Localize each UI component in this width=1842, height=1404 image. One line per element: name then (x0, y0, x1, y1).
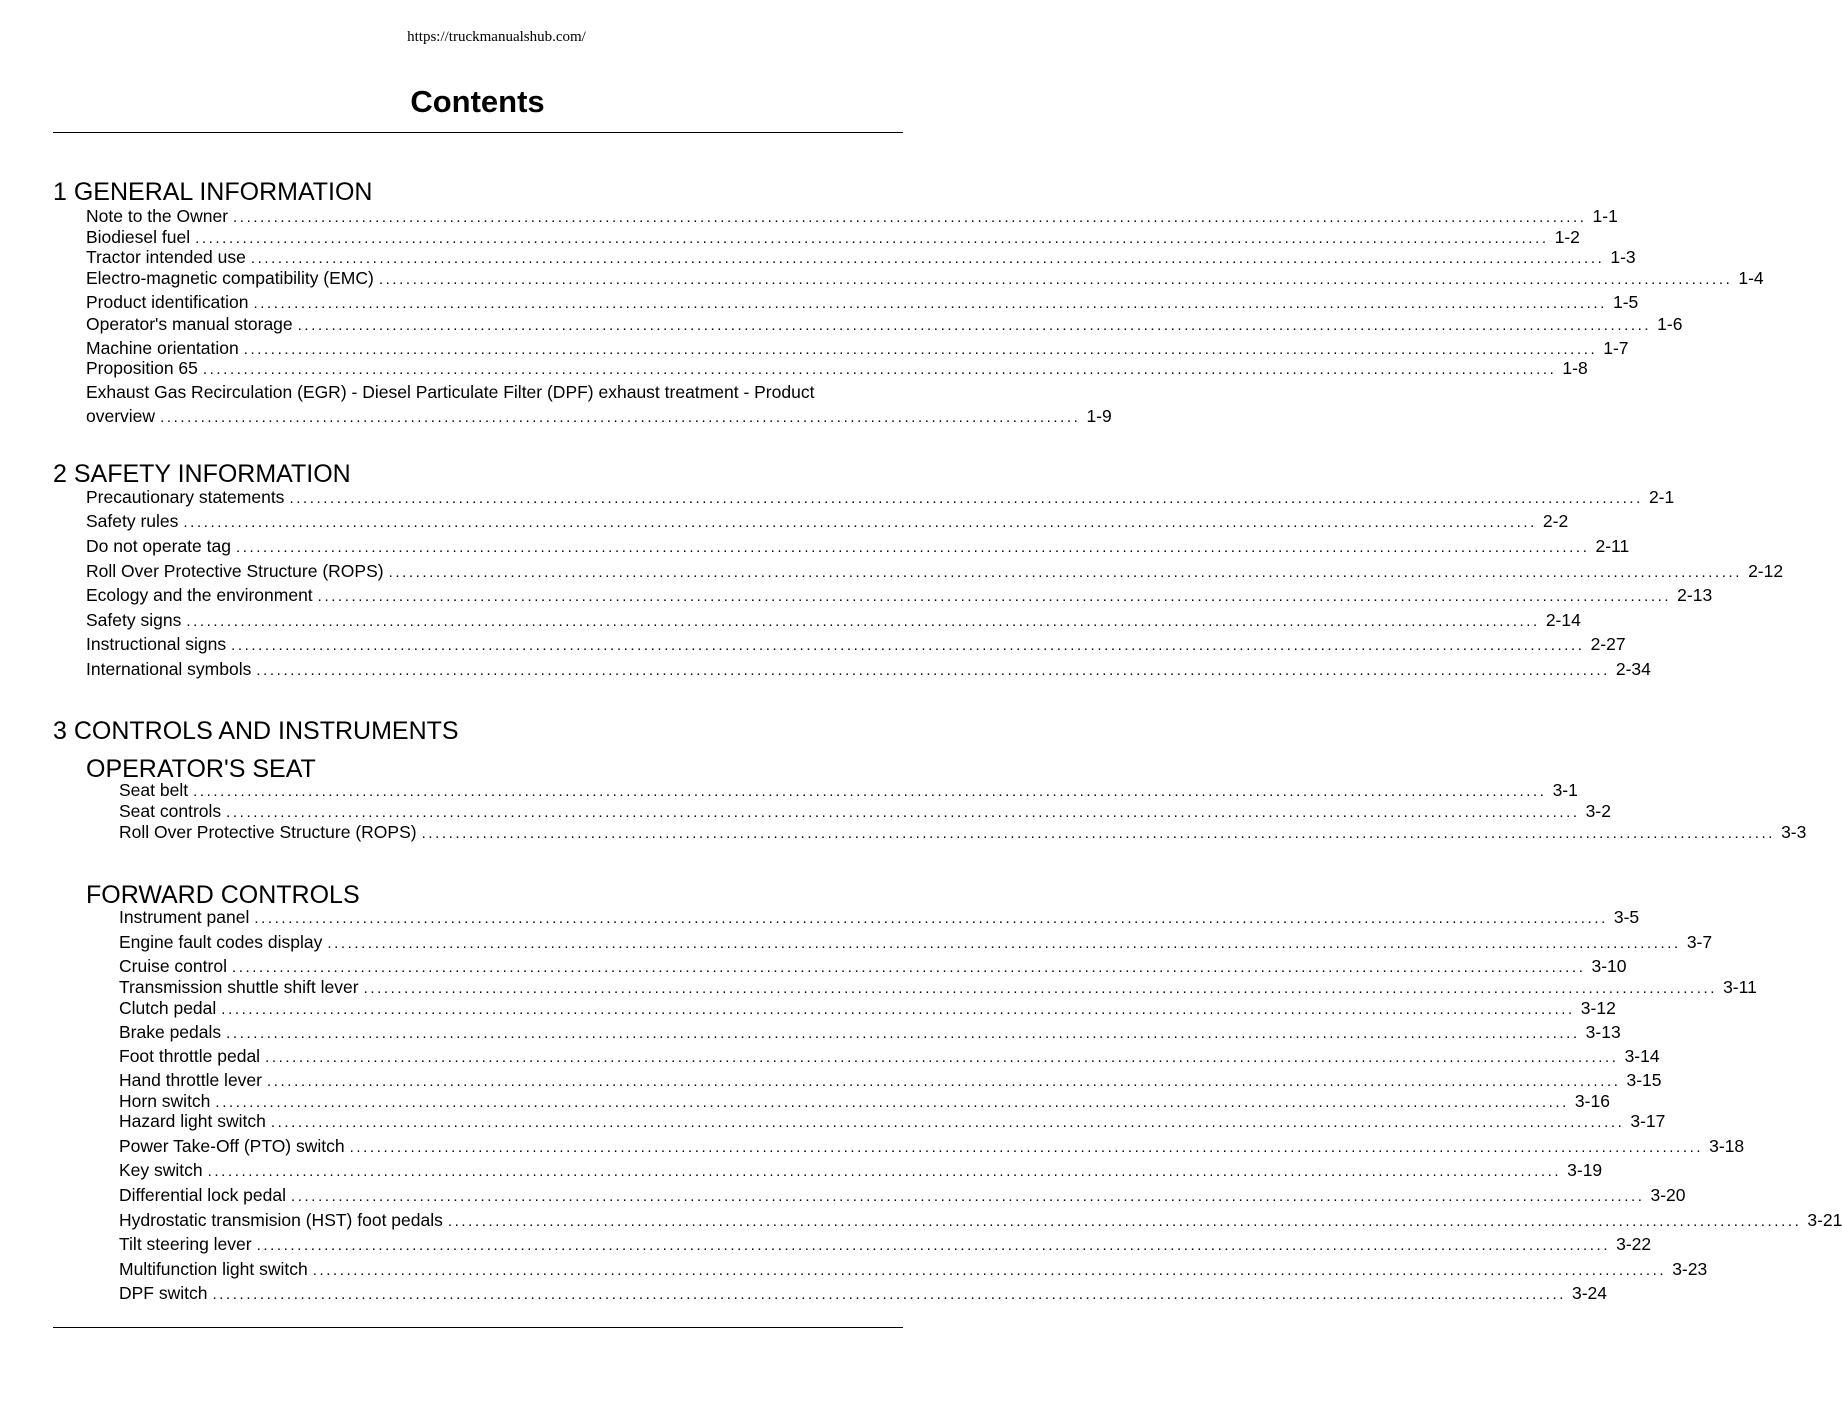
toc-entry-page: 3-3 (1781, 822, 1807, 842)
toc-entry[interactable] (86, 659, 1651, 681)
toc-entry-page: 2-12 (1748, 561, 1784, 581)
toc-entry-label: Operator's manual storage (86, 314, 293, 334)
toc-entry-label: overview (86, 406, 156, 426)
toc-entry[interactable] (119, 1185, 1686, 1207)
toc-leader-dots: ........................................................................................................................................................................................................ (207, 1163, 1562, 1180)
toc-entry[interactable] (86, 314, 1683, 336)
toc-entry-page: 2-11 (1595, 536, 1630, 556)
toc-entry[interactable] (119, 1111, 1666, 1133)
toc-entry-label: Seat controls (119, 801, 222, 821)
toc-entry-page: 2-27 (1590, 634, 1626, 654)
toc-entry-page: 3-24 (1571, 1283, 1608, 1303)
toc-entry-page: 2-34 (1615, 659, 1651, 679)
toc-leader-dots: ........................................................................................................................................................................................................ (256, 662, 1610, 679)
toc-leader-dots: ........................................................................................................................................................................................................ (193, 783, 1547, 800)
toc-entry[interactable] (119, 1070, 1662, 1092)
toc-leader-dots: ........................................................................................................................................................................................................ (289, 490, 1643, 507)
toc-entry-label: Seat belt (119, 780, 189, 800)
toc-entry-page: 3-20 (1650, 1185, 1686, 1205)
toc-entry-page: 1-7 (1603, 338, 1629, 358)
toc-entry-page: 3-22 (1616, 1234, 1652, 1254)
toc-entry-page: 1-8 (1562, 358, 1588, 378)
toc-entry-page: 3-12 (1580, 998, 1616, 1018)
header-url: https://truckmanualshub.com/ (407, 29, 586, 45)
toc-entry[interactable] (119, 1283, 1608, 1305)
toc-entry[interactable] (119, 1210, 1842, 1232)
toc-entry-page: 1-1 (1592, 206, 1618, 226)
toc-entry-label: Roll Over Protective Structure (ROPS) (86, 561, 384, 581)
toc-entry-wrapped-line1[interactable]: Exhaust Gas Recirculation (EGR) - Diesel Particulate Filter (DPF) exhaust treatment - Product (86, 382, 815, 402)
toc-entry-page: 3-17 (1630, 1111, 1666, 1131)
toc-leader-dots: ........................................................................................................................................................................................................ (256, 1237, 1611, 1254)
toc-leader-dots: ........................................................................................................................................ (160, 409, 1081, 426)
toc-leader-dots: ........................................................................................................................................................................................................ (235, 539, 1590, 556)
toc-entry-label: Instrument panel (119, 907, 250, 927)
toc-entry[interactable] (119, 801, 1611, 823)
subsection-heading-operators-seat: OPERATOR'S SEAT (86, 755, 316, 783)
toc-entry-page: 3-13 (1585, 1022, 1621, 1042)
section-heading-general: 1 GENERAL INFORMATION (53, 178, 373, 206)
toc-entry-page: 2-1 (1648, 487, 1675, 507)
section-heading-safety: 2 SAFETY INFORMATION (53, 460, 351, 488)
toc-entry-label: Precautionary statements (86, 487, 285, 507)
toc-entry-page: 3-7 (1686, 932, 1713, 952)
toc-leader-dots: ........................................................................................................................................................................................................ (267, 1073, 1621, 1090)
toc-leader-dots: ........................................................................................................................................................................................................ (243, 341, 1598, 358)
toc-entry-label: International symbols (86, 659, 252, 679)
toc-leader-dots: ........................................................................................................................................................................................................ (233, 209, 1587, 226)
toc-leader-dots: ........................................................................................................................................................................................................ (212, 1286, 1566, 1303)
toc-entry-page: 3-21 (1807, 1210, 1842, 1230)
toc-entry-label: Product identification (86, 292, 249, 312)
toc-leader-dots: ........................................................................................................................................................................................................ (265, 1049, 1619, 1066)
toc-entry-label: Power Take-Off (PTO) switch (119, 1136, 345, 1156)
toc-entry[interactable] (119, 1136, 1745, 1158)
toc-entry-label: Proposition 65 (86, 358, 198, 378)
toc-entry-page: 3-11 (1723, 977, 1757, 997)
toc-entry-label: Hazard light switch (119, 1111, 266, 1131)
toc-entry[interactable] (86, 268, 1764, 290)
toc-leader-dots: ........................................................................................................................................................................................................ (226, 804, 1580, 821)
toc-entry-page: 3-10 (1591, 956, 1627, 976)
toc-entry-page: 1-5 (1612, 292, 1639, 312)
toc-entry-label: Horn switch (119, 1091, 211, 1111)
toc-leader-dots: ........................................................................................................................................................................................................ (254, 910, 1608, 927)
toc-entry-label: Instructional signs (86, 634, 227, 654)
toc-entry[interactable] (86, 338, 1629, 360)
toc-leader-dots: ........................................................................................................................................................................................................ (221, 1001, 1575, 1018)
toc-entry-page: 1-4 (1738, 268, 1764, 288)
toc-entry-label: Hydrostatic transmision (HST) foot pedals (119, 1210, 443, 1230)
toc-entry[interactable] (119, 822, 1807, 844)
toc-entry-label: Biodiesel fuel (86, 227, 191, 247)
toc-leader-dots: ........................................................................................................................................................................................................ (388, 564, 1743, 581)
toc-entry-label: Transmission shuttle shift lever (119, 977, 359, 997)
section-heading-controls: 3 CONTROLS AND INSTRUMENTS (53, 717, 459, 745)
toc-entry-page: 1-6 (1657, 314, 1683, 334)
toc-leader-dots: ........................................................................................................................................................................................................ (195, 230, 1549, 247)
toc-leader-dots: ........................................................................................................................................................................................................ (291, 1188, 1645, 1205)
toc-entry[interactable] (86, 247, 1636, 269)
toc-entry-label: Key switch (119, 1160, 203, 1180)
toc-leader-dots: ........................................................................................................................................................................................................ (250, 250, 1605, 267)
toc-entry-label: Clutch pedal (119, 998, 217, 1018)
toc-entry[interactable] (86, 487, 1675, 509)
toc-entry[interactable] (119, 932, 1713, 954)
toc-entry-label: Tilt steering lever (119, 1234, 252, 1254)
toc-leader-dots: ........................................................................................................................................................................................................ (226, 1025, 1580, 1042)
toc-entry-label: DPF switch (119, 1283, 208, 1303)
toc-entry[interactable] (119, 907, 1640, 929)
toc-entry[interactable] (86, 292, 1639, 314)
toc-entry-page: 3-14 (1624, 1046, 1660, 1066)
toc-entry[interactable] (119, 1259, 1708, 1281)
toc-entry[interactable] (119, 956, 1627, 978)
toc-entry-label: Brake pedals (119, 1022, 222, 1042)
toc-leader-dots: ........................................................................................................................................................................................................ (297, 317, 1652, 334)
bottom-divider (53, 1327, 903, 1328)
toc-entry[interactable] (119, 1160, 1603, 1182)
toc-entry[interactable] (119, 1234, 1652, 1256)
toc-entry-wrapped-line2[interactable] (86, 406, 1112, 428)
toc-entry-label: Roll Over Protective Structure (ROPS) (119, 822, 417, 842)
toc-entry[interactable] (119, 1091, 1610, 1113)
toc-entry[interactable] (119, 998, 1616, 1020)
toc-entry[interactable] (86, 536, 1630, 558)
toc-entry-page: 3-19 (1567, 1160, 1603, 1180)
toc-leader-dots: ........................................................................................................................................................................................................ (312, 1262, 1667, 1279)
toc-entry-page: 3-15 (1626, 1070, 1662, 1090)
toc-leader-dots: ........................................................................................................................................................................................................ (327, 935, 1681, 952)
toc-leader-dots: ........................................................................................................................................................................................................ (231, 959, 1586, 976)
toc-entry-page: 3-18 (1709, 1136, 1745, 1156)
toc-entry-label: Engine fault codes display (119, 932, 323, 952)
toc-entry-page: 1-2 (1554, 227, 1580, 247)
toc-entry[interactable] (86, 610, 1581, 632)
toc-entry-page: 1-3 (1610, 247, 1636, 267)
toc-entry-label: Electro-magnetic compatibility (EMC) (86, 268, 374, 288)
toc-leader-dots: ........................................................................................................................................................................................................ (421, 825, 1776, 842)
toc-entry-page: 3-1 (1552, 780, 1578, 800)
top-divider (53, 132, 903, 133)
toc-entry-label: Do not operate tag (86, 536, 231, 556)
toc-entry-page: 3-23 (1672, 1259, 1708, 1279)
toc-leader-dots: ........................................................................................................................................................................................................ (215, 1094, 1569, 1111)
toc-entry[interactable] (119, 1046, 1660, 1068)
toc-entry-label: Safety signs (86, 610, 182, 630)
toc-entry-page: 3-2 (1585, 801, 1611, 821)
toc-entry[interactable] (86, 634, 1626, 656)
toc-leader-dots: ........................................................................................................................................................................................................ (447, 1213, 1802, 1230)
toc-entry[interactable] (119, 780, 1578, 802)
subsection-heading-forward-controls: FORWARD CONTROLS (86, 881, 360, 909)
toc-entry-label: Tractor intended use (86, 247, 246, 267)
toc-entry-page: 1-9 (1086, 406, 1112, 426)
toc-leader-dots: ........................................................................................................................................................................................................ (202, 361, 1557, 378)
toc-entry[interactable] (119, 977, 1757, 999)
toc-entry[interactable] (86, 206, 1618, 228)
toc-leader-dots: ........................................................................................................................................................................................................ (270, 1114, 1625, 1131)
toc-leader-dots: ........................................................................................................................................................................................................ (317, 588, 1672, 605)
toc-entry-label: Safety rules (86, 511, 179, 531)
toc-entry-page: 2-2 (1542, 511, 1569, 531)
toc-leader-dots: ........................................................................................................................................................................................................ (186, 613, 1540, 630)
toc-leader-dots: ........................................................................................................................................................................................................ (183, 514, 1537, 531)
toc-entry-page: 3-16 (1574, 1091, 1610, 1111)
toc-leader-dots: ........................................................................................................................................................................................................ (378, 271, 1733, 288)
toc-entry-label: Ecology and the environment (86, 585, 313, 605)
toc-entry-label: Machine orientation (86, 338, 239, 358)
toc-entry[interactable] (86, 585, 1713, 607)
toc-entry[interactable] (119, 1022, 1621, 1044)
toc-entry[interactable] (86, 227, 1580, 249)
toc-entry-label: Foot throttle pedal (119, 1046, 261, 1066)
toc-entry[interactable] (86, 511, 1569, 533)
toc-entry-label: Multifunction light switch (119, 1259, 308, 1279)
toc-entry-label: Note to the Owner (86, 206, 229, 226)
toc-entry-page: 2-13 (1677, 585, 1713, 605)
toc-entry[interactable] (86, 561, 1784, 583)
toc-entry-label: Differential lock pedal (119, 1185, 286, 1205)
toc-entry-page: 3-5 (1613, 907, 1640, 927)
toc-leader-dots: ........................................................................................................................................................................................................ (231, 637, 1585, 654)
page-title: Contents (410, 84, 545, 119)
toc-entry-label: Hand throttle lever (119, 1070, 262, 1090)
toc-leader-dots: ........................................................................................................................................................................................................ (349, 1139, 1704, 1156)
toc-entry[interactable] (86, 358, 1588, 380)
toc-entry-page: 2-14 (1545, 610, 1581, 630)
toc-leader-dots: ........................................................................................................................................................................................................ (253, 295, 1607, 312)
toc-entry-label: Cruise control (119, 956, 227, 976)
toc-leader-dots: ........................................................................................................................................................................................................ (363, 980, 1718, 997)
